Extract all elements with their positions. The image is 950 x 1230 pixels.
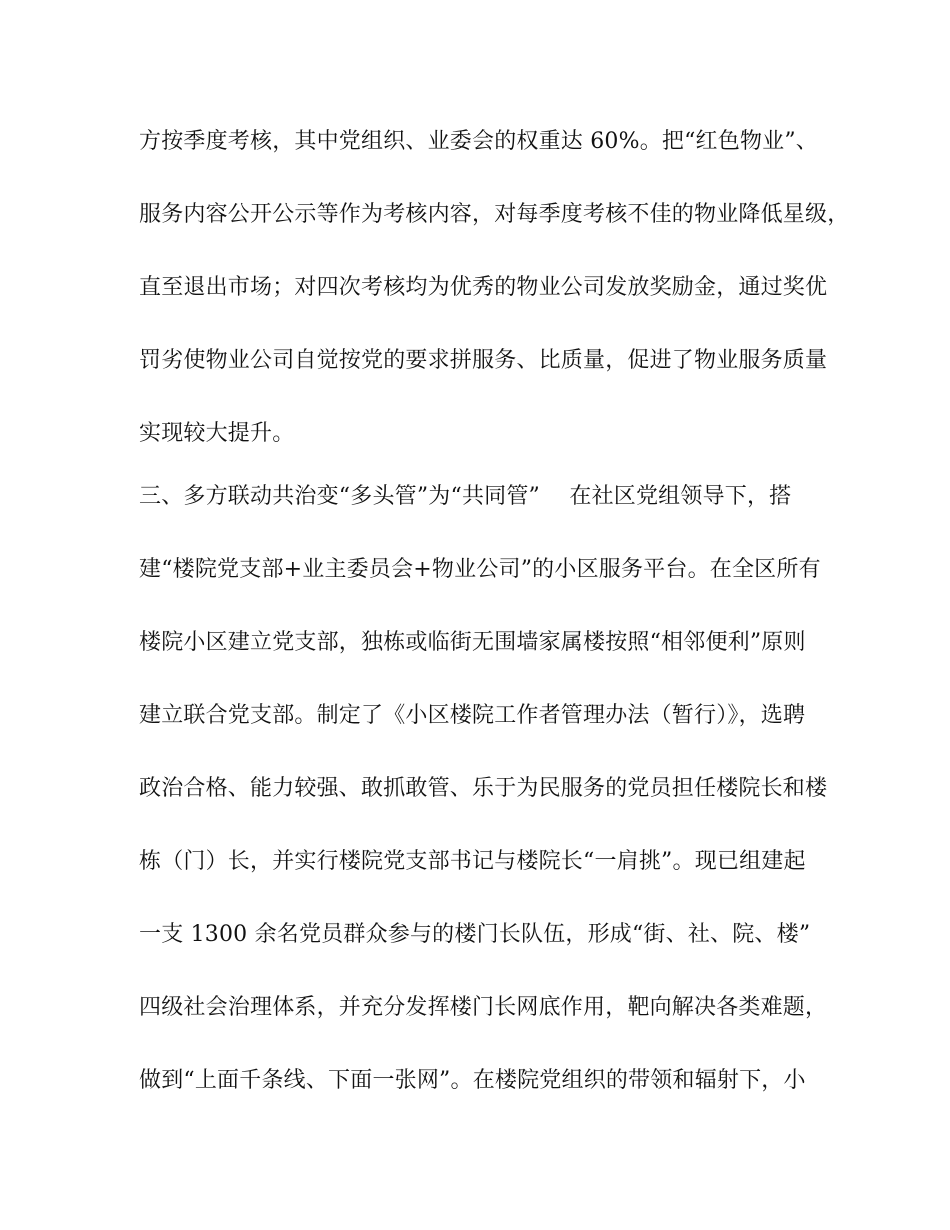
paragraph-line: 四级社会治理体系，并充分发挥楼门长网底作用，靶向解决各类难题， bbox=[139, 995, 828, 1020]
paragraph-line: 实现较大提升。 bbox=[139, 421, 295, 446]
paragraph-line: 栋（门）长，并实行楼院党支部书记与楼院长“一肩挑”。现已组建起 bbox=[139, 849, 806, 874]
paragraph-line: 直至退出市场；对四次考核均为优秀的物业公司发放奖励金，通过奖优 bbox=[139, 275, 828, 300]
paragraph-line: 建立联合党支部。制定了《小区楼院工作者管理办法（暂行）》，选聘 bbox=[139, 703, 806, 728]
paragraph-line: 一支 1300 余名党员群众参与的楼门长队伍，形成“街、社、院、楼” bbox=[139, 922, 811, 947]
paragraph-line: 做到“上面千条线、下面一张网”。在楼院党组织的带领和辐射下，小 bbox=[139, 1068, 806, 1093]
paragraph-line: 政治合格、能力较强、敢抓敢管、乐于为民服务的党员担任楼院长和楼 bbox=[139, 776, 828, 801]
paragraph-line: 方按季度考核，其中党组织、业委会的权重达 60%。把“红色物业”、 bbox=[139, 129, 818, 154]
paragraph-line: 服务内容公开公示等作为考核内容，对每季度考核不佳的物业降低星级， bbox=[139, 202, 850, 227]
paragraph-line: 建“楼院党支部+业主委员会+物业公司”的小区服务平台。在全区所有 bbox=[139, 557, 821, 582]
paragraph-line: 楼院小区建立党支部，独栋或临街无围墙家属楼按照“相邻便利”原则 bbox=[139, 630, 806, 655]
section-heading-line: 三、多方联动共治变“多头管”为“共同管” 在社区党组领导下，搭 bbox=[139, 484, 792, 509]
paragraph-line: 罚劣使物业公司自觉按党的要求拼服务、比质量，促进了物业服务质量 bbox=[139, 348, 828, 373]
